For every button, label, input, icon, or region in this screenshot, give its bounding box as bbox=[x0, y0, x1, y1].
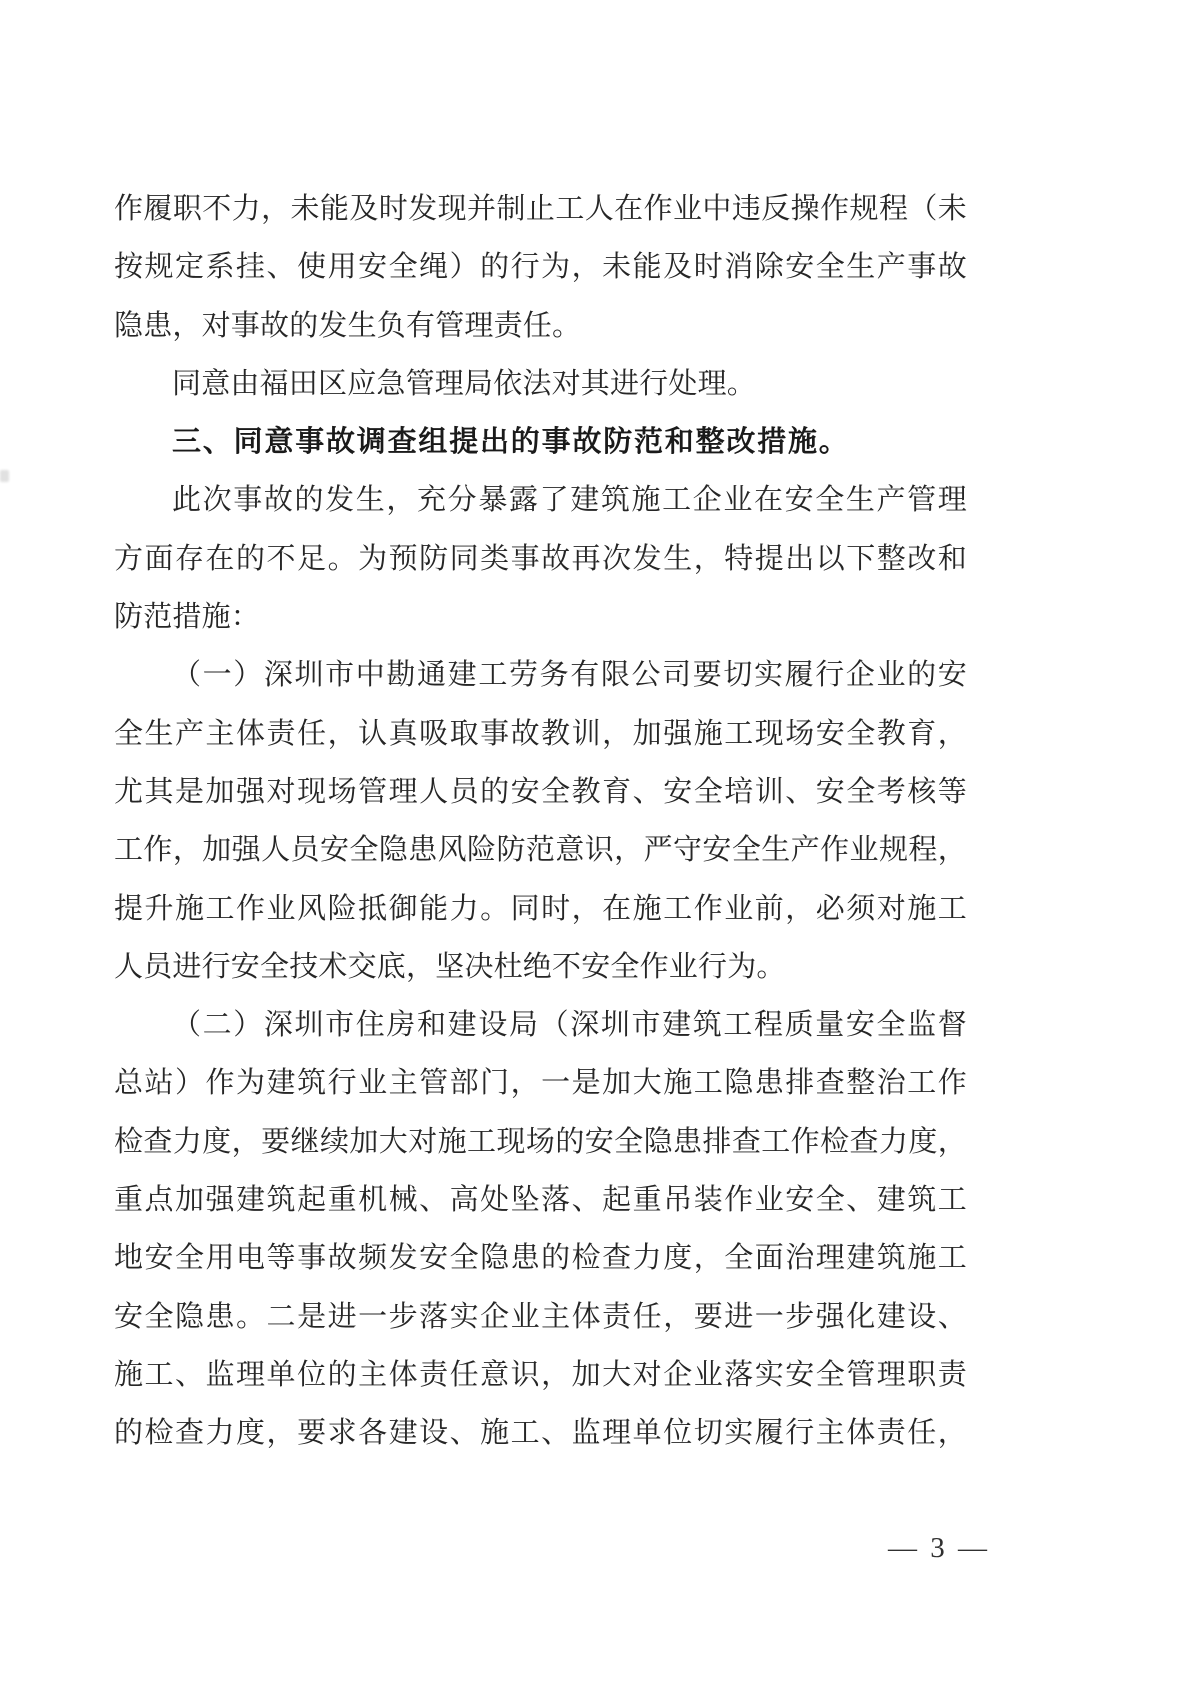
text-line: 施工、监理单位的主体责任意识，加大对企业落实安全管理职责 bbox=[114, 1358, 967, 1391]
document-body bbox=[114, 180, 967, 1463]
scan-artifact bbox=[0, 470, 9, 482]
text-line: 此次事故的发生，充分暴露了建筑施工企业在安全生产管理 bbox=[172, 484, 967, 517]
heading-section-three bbox=[114, 413, 967, 471]
text-line: 全生产主体责任，认真吸取事故教训，加强施工现场安全教育， bbox=[114, 717, 967, 750]
text-line: 尤其是加强对现场管理人员的安全教育、安全培训、安全考核等 bbox=[114, 775, 967, 808]
text-line: 工作，加强人员安全隐患风险防范意识，严守安全生产作业规程， bbox=[114, 834, 967, 867]
text-line: 同意由福田区应急管理局依法对其进行处理。 bbox=[172, 367, 757, 400]
text-line: 按规定系挂、使用安全绳）的行为，未能及时消除安全生产事故 bbox=[114, 251, 967, 284]
text-line: 三、同意事故调查组提出的事故防范和整改措施。 bbox=[172, 426, 850, 459]
text-line: 安全隐患。二是进一步落实企业主体责任，要进一步强化建设、 bbox=[114, 1300, 967, 1333]
para-measure-one bbox=[114, 646, 967, 996]
text-line: 的检查力度，要求各建设、施工、监理单位切实履行主体责任， bbox=[114, 1417, 967, 1450]
text-line: 提升施工作业风险抵御能力。同时，在施工作业前，必须对施工 bbox=[114, 892, 967, 925]
text-line: 地安全用电等事故频发安全隐患的检查力度，全面治理建筑施工 bbox=[114, 1242, 967, 1275]
page-number: — 3 — bbox=[888, 1532, 990, 1564]
text-line: 防范措施： bbox=[114, 601, 261, 634]
text-line: 隐患，对事故的发生负有管理责任。 bbox=[114, 309, 582, 342]
text-line: 作履职不力，未能及时发现并制止工人在作业中违反操作规程（未 bbox=[114, 193, 967, 225]
para-prior-page-continuation bbox=[114, 180, 967, 355]
text-line: 检查力度，要继续加大对施工现场的安全隐患排查工作检查力度， bbox=[114, 1125, 967, 1158]
text-line: （二）深圳市住房和建设局（深圳市建筑工程质量安全监督 bbox=[172, 1009, 967, 1042]
para-measures-intro bbox=[114, 471, 967, 646]
para-handling-decision bbox=[114, 355, 967, 413]
text-line: 重点加强建筑起重机械、高处坠落、起重吊装作业安全、建筑工 bbox=[114, 1184, 967, 1217]
text-line: 方面存在的不足。为预防同类事故再次发生，特提出以下整改和 bbox=[114, 542, 967, 575]
text-line: （一）深圳市中勘通建工劳务有限公司要切实履行企业的安 bbox=[172, 659, 967, 692]
text-line: 总站）作为建筑行业主管部门，一是加大施工隐患排查整治工作 bbox=[114, 1067, 967, 1100]
para-measure-two bbox=[114, 996, 967, 1462]
text-line: 人员进行安全技术交底，坚决杜绝不安全作业行为。 bbox=[114, 950, 786, 983]
